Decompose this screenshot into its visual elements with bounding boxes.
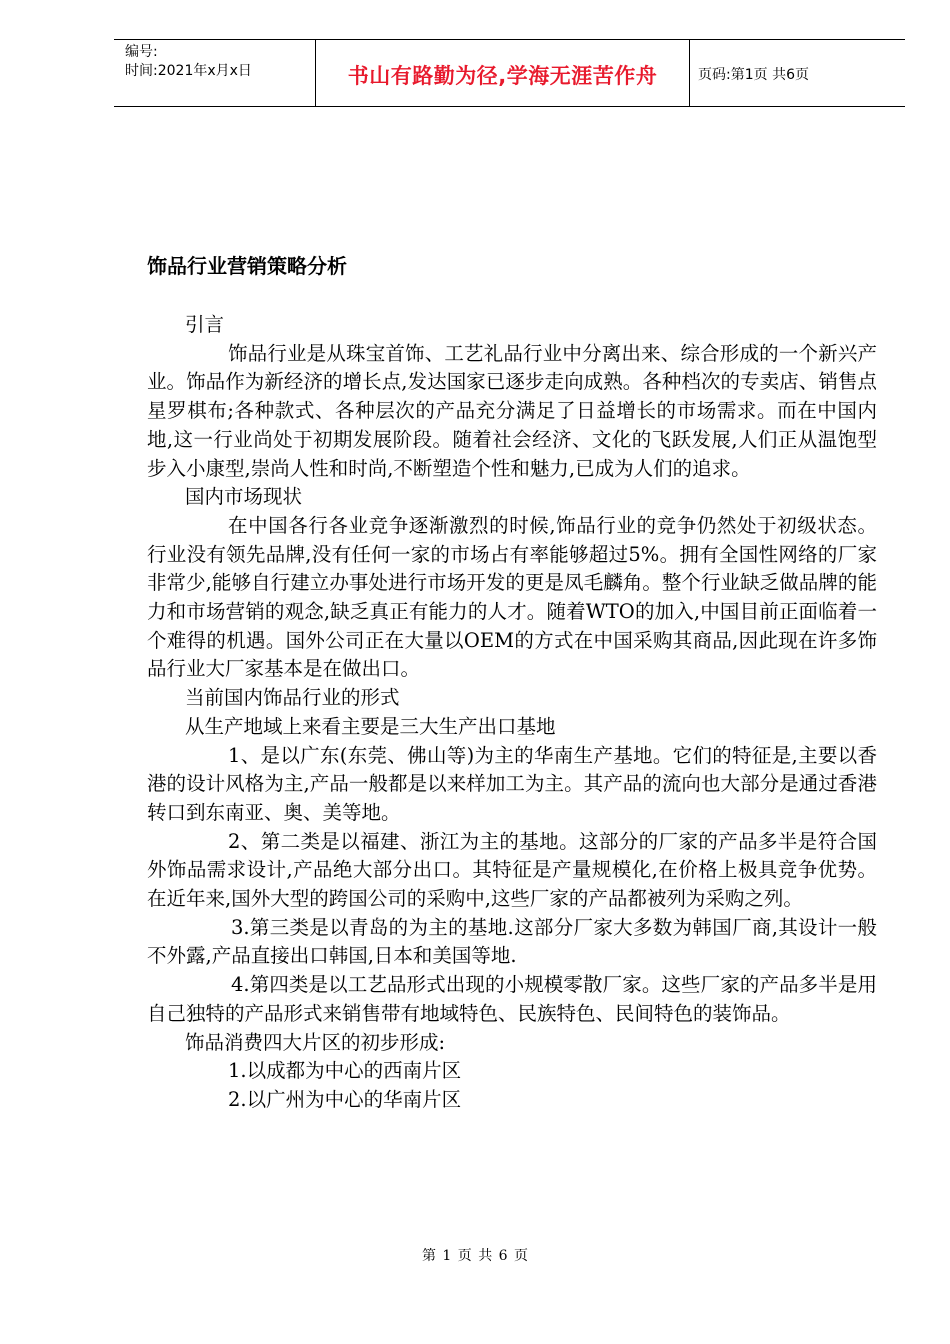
section-heading-domestic-market: 国内市场现状 (185, 485, 303, 509)
header-time-label: 时间:2021年x月x日 (125, 63, 252, 79)
list-item-base-4: 4.第四类是以工艺品形式出现的小规模零散厂家。这些厂家的产品多半是用自己独特的产品形式来销售带有地域特色、民族特色、民间特色的装饰品。 (147, 973, 877, 1025)
document-header (114, 39, 905, 107)
header-number-label: 编号: (125, 44, 158, 60)
section-heading-consumption-regions: 饰品消费四大片区的初步形成: (185, 1030, 446, 1054)
paragraph-intro: 饰品行业是从珠宝首饰、工艺礼品行业中分离出来、综合形成的一个新兴产业。饰品作为新经济的增长点,发达国家已逐步走向成熟。各种档次的专卖店、销售点星罗棋布;各种款式、各种层次的产品充分满足了日益增长的市场需求。而在中国内地,这一行业尚处于初期发展阶段。随着社会经济、文化的飞跃发展,人们正从温饱型步入小康型,崇尚人性和时尚,不断塑造个性和魅力,已成为人们的追求。 (147, 341, 877, 480)
header-meta-cell (114, 40, 316, 106)
list-item-base-3: 3.第三类是以青岛的为主的基地.这部分厂家大多数为韩国厂商,其设计一般不外露,产品直接出口韩国,日本和美国等地. (147, 915, 877, 968)
list-item-region-2: 2.以广州为中心的华南片区 (228, 1087, 462, 1111)
list-item-base-1: 1、是以广东(东莞、佛山等)为主的华南生产基地。它们的特征是,主要以香港的设计风格为主,产品一般都是以来样加工为主。其产品的流向也大部分是通过香港转口到东南亚、奥、美等地。 (147, 743, 877, 824)
header-motto: 书山有路勤为径,学海无涯苦作舟 (316, 40, 690, 106)
header-page-label: 页码:第1页 共6页 (698, 67, 809, 83)
page-footer: 第 1 页 共 6 页 (421, 1248, 529, 1264)
document-body (147, 311, 877, 1115)
section-heading-intro: 引言 (185, 313, 225, 336)
section-subheading-production-bases: 从生产地域上来看主要是三大生产出口基地 (185, 714, 556, 738)
list-item-region-1: 1.以成都为中心的西南片区 (228, 1059, 462, 1083)
document-title: 饰品行业营销策略分析 (147, 254, 347, 278)
paragraph-domestic-market: 在中国各行各业竞争逐渐激烈的时候,饰品行业的竞争仍然处于初级状态。行业没有领先品牌,没有任何一家的市场占有率能够超过5%。拥有全国性网络的厂家非常少,能够自行建立办事处进行市场开发的更是凤毛麟角。整个行业缺乏做品牌的能力和市场营销的观念,缺乏真正有能力的人才。随着WTO的加入,中国目前正面临着一个难得的机遇。国外公司正在大量以OEM的方式在中国采购其商品,因此现在许多饰品行业大厂家基本是在做出口。 (147, 513, 877, 681)
list-item-base-2: 2、第二类是以福建、浙江为主的基地。这部分的厂家的产品多半是符合国外饰品需求设计,产品绝大部分出口。其特征是产量规模化,在价格上极具竞争优势。在近年来,国外大型的跨国公司的采购中,这些厂家的产品都被列为采购之列。 (147, 829, 877, 911)
section-heading-industry-form: 当前国内饰品行业的形式 (185, 686, 400, 710)
